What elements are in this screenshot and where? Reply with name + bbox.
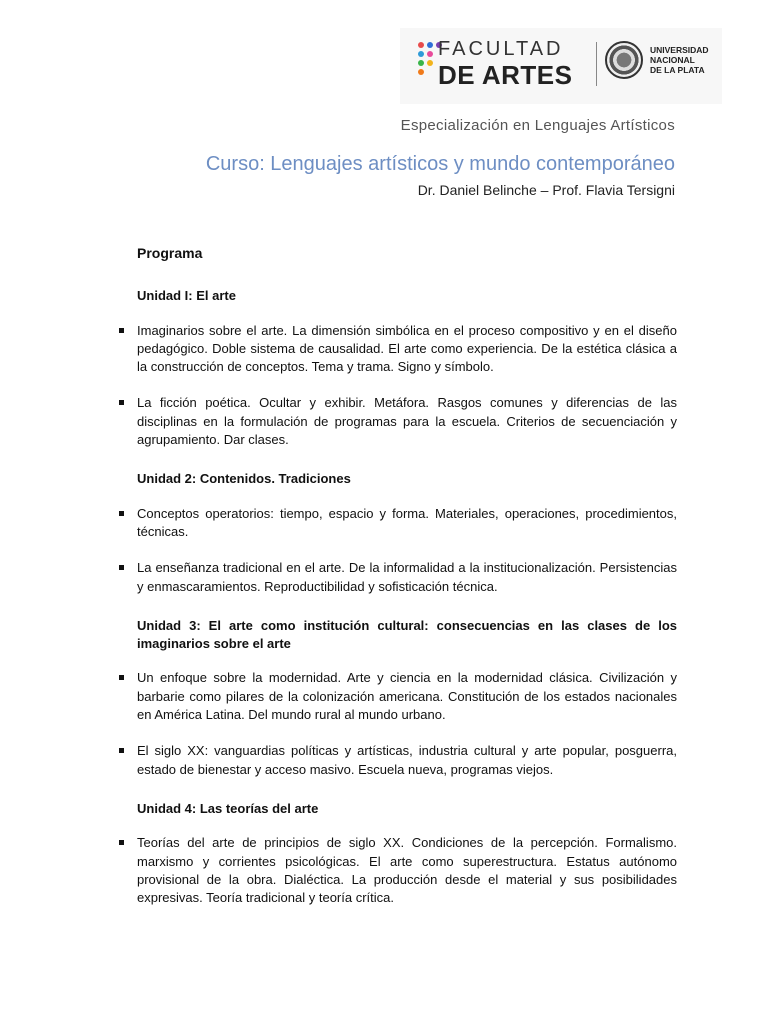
list-item: El siglo XX: vanguardias políticas y artísticas, industria cultural y arte popular, posguerra, estado de bienestar y acceso masivo. Escuela nueva, programas viejos. (137, 742, 677, 779)
unit-items (137, 322, 677, 450)
unit-title: Unidad 3: El arte como institución cultural: consecuencias en las clases de los imaginarios sobre el arte (137, 617, 677, 652)
unit-items (137, 505, 677, 596)
logo-divider (596, 42, 597, 86)
logo-line1: FACULTAD (438, 38, 564, 60)
bullet-icon (119, 748, 124, 753)
specialization-title: Especialización en Lenguajes Artísticos (400, 117, 675, 134)
university-seal-icon (605, 41, 643, 79)
bullet-icon (119, 840, 124, 845)
list-item: Teorías del arte de principios de siglo XX. Condiciones de la percepción. Formalismo. marxismo y corrientes psicológicas. El arte como superestructura. Estatus autónomo provisional de la obra. Dialéctica. La producción desde el material y sus posibilidades expresivas. Teoría tradicional y teoría crítica. (137, 834, 677, 907)
program-heading: Programa (137, 245, 203, 261)
faculty-logo (400, 28, 722, 104)
unit-title: Unidad I: El arte (137, 288, 236, 304)
unit-title: Unidad 2: Contenidos. Tradiciones (137, 471, 351, 487)
university-name: UNIVERSIDAD NACIONAL DE LA PLATA (650, 45, 709, 75)
list-item: La enseñanza tradicional en el arte. De la informalidad a la institucionalización. Persistencias y enmascaramientos. Reproductibilidad y sofisticación técnica. (137, 559, 677, 596)
list-item: Imaginarios sobre el arte. La dimensión simbólica en el proceso compositivo y en el diseño pedagógico. Doble sistema de causalidad. El arte como experiencia. De la estética clásica a la construcción de conceptos. Tema y trama. Signo y símbolo. (137, 322, 677, 377)
list-item: Un enfoque sobre la modernidad. Arte y ciencia en la modernidad clásica. Civilización y barbarie como pilares de la colonización americana. Constitución de los estados nacionales en América Latina. Del mundo rural al mundo urbano. (137, 669, 677, 724)
bullet-icon (119, 675, 124, 680)
course-title: Curso: Lenguajes artísticos y mundo contemporáneo (205, 153, 675, 175)
professors: Dr. Daniel Belinche – Prof. Flavia Tersigni (417, 182, 675, 198)
bullet-icon (119, 328, 124, 333)
bullet-icon (119, 511, 124, 516)
unit-items (137, 834, 677, 907)
list-item: Conceptos operatorios: tiempo, espacio y forma. Materiales, operaciones, procedimientos, técnicas. (137, 505, 677, 542)
program-content (137, 244, 677, 925)
unit-items (137, 669, 677, 778)
bullet-icon (119, 565, 124, 570)
bullet-icon (119, 400, 124, 405)
list-item: La ficción poética. Ocultar y exhibir. Metáfora. Rasgos comunes y diferencias de las disciplinas en la formulación de programas para la escuela. Criterios de secuenciación y agrupamiento. Dar clases. (137, 394, 677, 449)
logo-line2: DE ARTES (438, 60, 573, 90)
unit-title: Unidad 4: Las teorías del arte (137, 800, 319, 816)
